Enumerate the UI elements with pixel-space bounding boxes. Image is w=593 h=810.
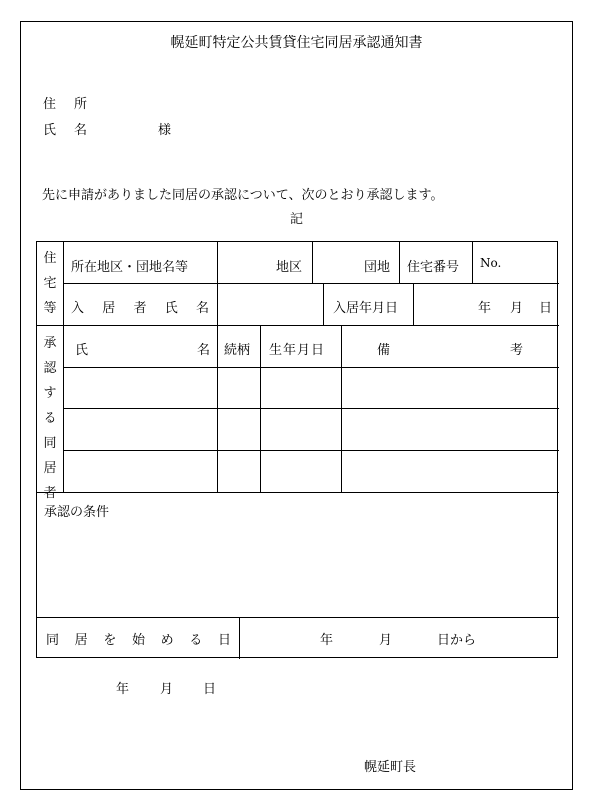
birthdate-header: 生年月日: [269, 343, 326, 358]
address-label: [43, 93, 87, 112]
cohabitants-side-char: 者: [43, 486, 57, 501]
move-in-date-label: 入居年月日: [333, 301, 399, 316]
issue-year: 年: [116, 682, 130, 697]
name-label-char: 氏: [43, 123, 57, 138]
housing-side-char: 等: [43, 301, 57, 316]
cohabitants-side-char: る: [43, 411, 57, 426]
signer: 幌延町長: [364, 760, 417, 775]
address-label-char: 所: [73, 97, 87, 112]
cohabitants-side-char: 居: [43, 461, 57, 476]
start-label-char: 始: [131, 633, 145, 648]
start-label-char: 居: [74, 633, 88, 648]
start-date-label: [46, 629, 231, 648]
resident-name-char: 氏: [164, 301, 178, 316]
cohabitants-side-char: 承: [43, 336, 57, 351]
housing-side-char: 住: [43, 251, 57, 266]
issue-month: 月: [160, 682, 174, 697]
start-label-char: を: [103, 633, 117, 648]
start-label-char: 同: [46, 633, 60, 648]
cohabitants-side-char: 同: [43, 436, 57, 451]
resident-name-char: 入: [71, 301, 85, 316]
name-label-char: 名: [73, 123, 87, 138]
start-label-char: る: [189, 633, 203, 648]
start-label-char: め: [160, 633, 174, 648]
resident-name-char: 居: [102, 301, 116, 316]
issue-day: 日: [203, 682, 217, 697]
document-title: 幌延町特定公共賃貸住宅同居承認通知書: [170, 35, 423, 51]
start-year: 年: [320, 633, 334, 648]
ki-heading: 記: [290, 212, 304, 227]
remarks-header: [377, 339, 523, 358]
address-label-char: 住: [43, 97, 57, 112]
resident-name-char: 名: [195, 301, 209, 316]
house-number-label: 住宅番号: [407, 260, 460, 275]
cohabitant-name-header: [75, 339, 210, 358]
honorific: 様: [158, 123, 172, 138]
resident-name-char: 者: [133, 301, 147, 316]
start-label-char: 日: [217, 633, 231, 648]
name-header-char: 氏: [75, 343, 89, 358]
house-number-no: No.: [480, 256, 502, 270]
district-label: 地区: [276, 260, 303, 275]
approval-table: [36, 241, 558, 658]
conditions-label: 承認の条件: [44, 505, 110, 520]
resident-name-label: [71, 297, 209, 316]
housing-side-label: [37, 247, 63, 316]
cohabitants-side-char: す: [43, 386, 57, 401]
name-header-char: 名: [196, 343, 210, 358]
cohabitants-side-label: [37, 332, 63, 501]
estate-label: 団地: [364, 260, 391, 275]
remarks-header-char: 考: [509, 343, 523, 358]
housing-side-char: 宅: [43, 276, 57, 291]
intro-text: 先に申請がありました同居の承認について、次のとおり承認します。: [42, 188, 444, 203]
location-label: 所在地区・団地名等: [71, 260, 189, 275]
name-label: [43, 119, 87, 138]
move-in-month: 月: [510, 301, 524, 316]
start-month: 月: [379, 633, 393, 648]
move-in-day: 日: [539, 301, 553, 316]
cohabitants-side-char: 認: [43, 361, 57, 376]
remarks-header-char: 備: [377, 343, 391, 358]
relation-header: 続柄: [224, 343, 251, 358]
start-day-from: 日から: [437, 633, 477, 648]
move-in-year: 年: [478, 301, 492, 316]
